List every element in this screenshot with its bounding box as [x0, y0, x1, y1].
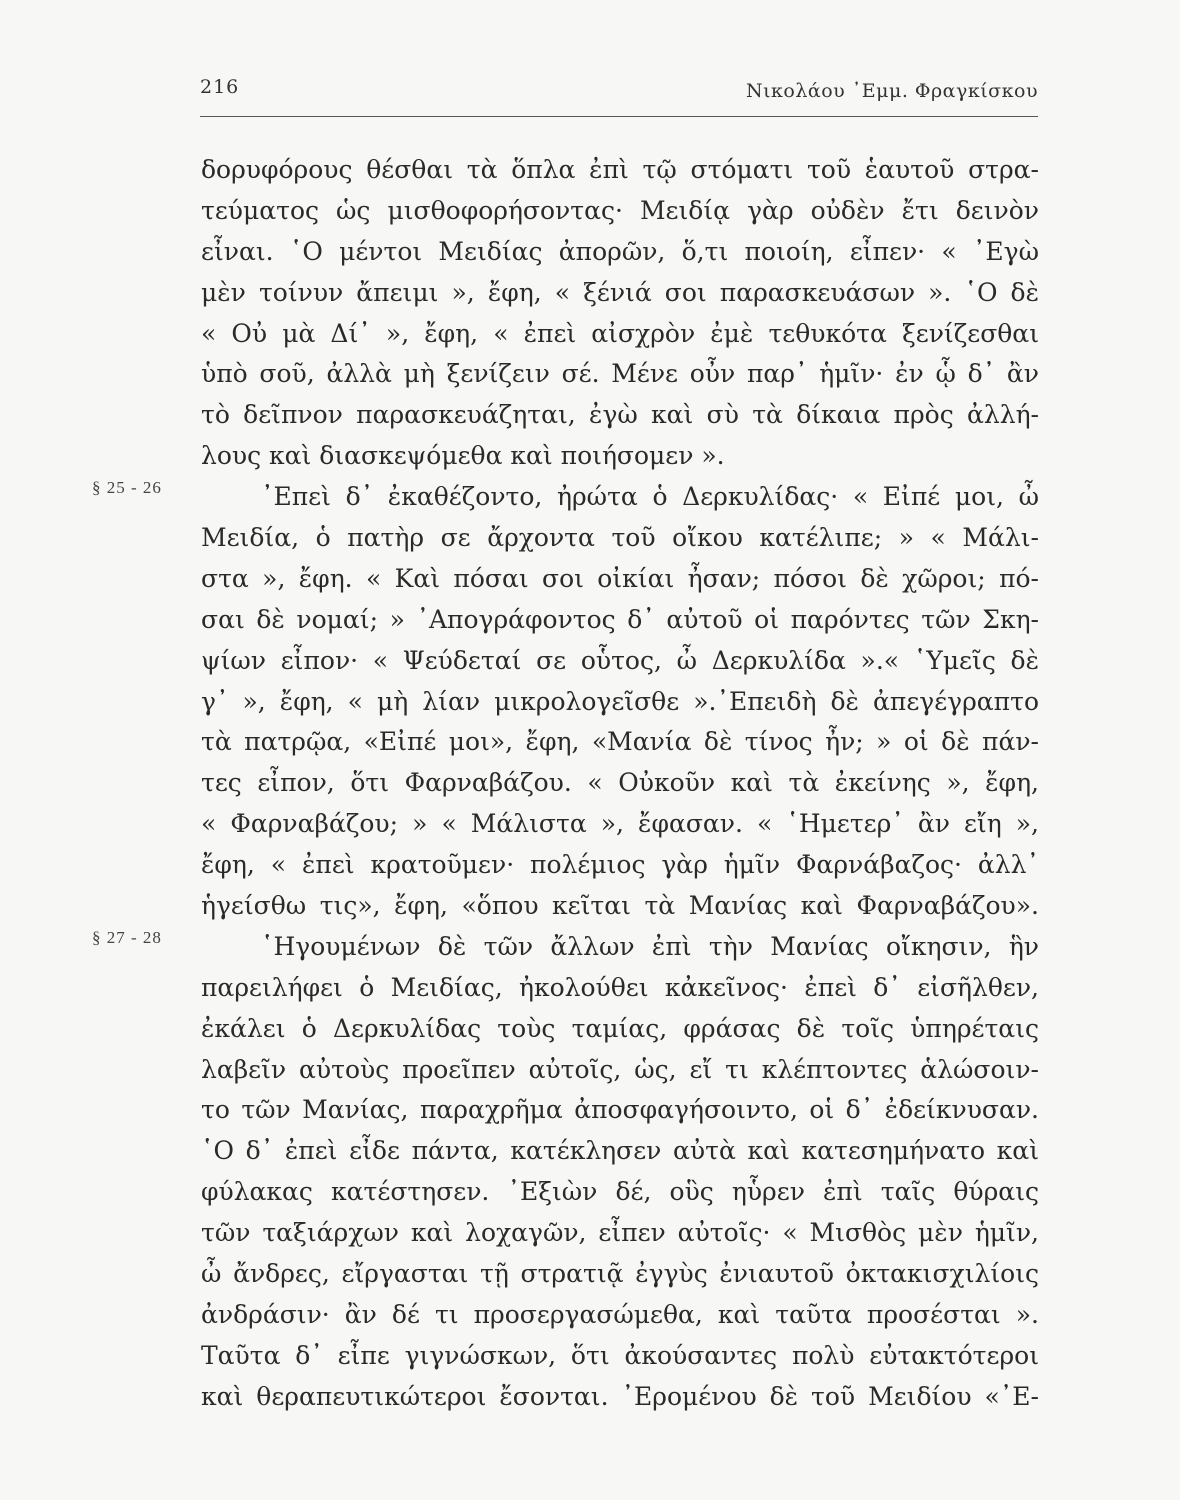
text-line: « Οὐ μὰ Δί᾽ », ἔφη, « ἐπεὶ αἰσχρὸν ἐμὲ τεθυκότα ξενίζεσθαι	[201, 318, 1039, 348]
text-line: ὦ ἄνδρες, εἴργασται τῇ στρατιᾷ ἐγγὺς ἐνιαυτοῦ ὀκτακισχιλίοις	[201, 1259, 1039, 1289]
text-line: φύλακας κατέστησεν. ᾿Εξιὼν δέ, οὓς ηὗρεν ἐπὶ ταῖς θύραις	[201, 1177, 1039, 1207]
text-line: εἶναι. ῾Ο μέντοι Μειδίας ἀπορῶν, ὅ,τι ποιοίη, εἶπεν· « ᾿Εγὼ	[201, 236, 1039, 266]
margin-ref-27-28: § 27 - 28	[92, 928, 162, 947]
text-line: τὸ δεῖπνον παρασκευάζηται, ἐγὼ καὶ σὺ τὰ δίκαια πρὸς ἀλλή-	[201, 400, 1039, 430]
page-number: 216	[200, 76, 240, 98]
text-line: λαβεῖν αὐτοὺς προεῖπεν αὐτοῖς, ὡς, εἴ τι κλέπτοντες ἁλώσοιν-	[201, 1054, 1039, 1084]
text-line: σαι δὲ νομαί; » ᾿Απογράφοντος δ᾽ αὐτοῦ οἱ παρόντες τῶν Σκη-	[201, 604, 1039, 634]
text-line: ῾Ηγουμένων δὲ τῶν ἄλλων ἐπὶ τὴν Μανίας οἴκησιν, ἣν	[261, 931, 1039, 961]
text-line: καὶ θεραπευτικώτεροι ἔσονται. ᾿Ερομένου δὲ τοῦ Μειδίου «᾿Ε-	[201, 1381, 1039, 1411]
margin-ref-25-26: § 25 - 26	[92, 478, 162, 497]
text-line: ἡγείσθω τις», ἔφη, «ὅπου κεῖται τὰ Μανίας καὶ Φαρναβάζου».	[201, 891, 1039, 921]
header-rule	[200, 116, 1038, 117]
text-line: Ταῦτα δ᾽ εἶπε γιγνώσκων, ὅτι ἀκούσαντες πολὺ εὐτακτότεροι	[201, 1340, 1039, 1370]
text-line: ᾿Επεὶ δ᾽ ἐκαθέζοντο, ἠρώτα ὁ Δερκυλίδας· « Εἰπέ μοι, ὦ	[261, 482, 1039, 512]
text-line: ἔφη, « ἐπεὶ κρατοῦμεν· πολέμιος γὰρ ἡμῖν Φαρνάβαζος· ἀλλ᾽	[201, 850, 1039, 880]
text-line: μὲν τοίνυν ἄπειμι », ἔφη, « ξένιά σοι παρασκευάσων ». ῾Ο δὲ	[201, 277, 1039, 307]
text-line: τεύματος ὡς μισθοφορήσοντας· Μειδίᾳ γὰρ οὐδὲν ἔτι δεινὸν	[201, 195, 1039, 225]
text-line: « Φαρναβάζου; » « Μάλιστα », ἔφασαν. « ῾Ημετερ᾽ ἂν εἴη »,	[201, 809, 1039, 839]
text-line: Μειδία, ὁ πατὴρ σε ἄρχοντα τοῦ οἴκου κατέλιπε; » « Μάλι-	[201, 523, 1039, 553]
main-text	[201, 150, 1039, 1418]
text-line: το τῶν Μανίας, παραχρῆμα ἀποσφαγήσοιντο, οἱ δ᾽ ἐδείκνυσαν.	[201, 1095, 1039, 1125]
text-line: δορυφόρους θέσθαι τὰ ὅπλα ἐπὶ τῷ στόματι τοῦ ἑαυτοῦ στρα-	[201, 155, 1039, 184]
text-line: ῾Ο δ᾽ ἐπεὶ εἶδε πάντα, κατέκλησεν αὐτὰ καὶ κατεσημήνατο καὶ	[201, 1136, 1039, 1166]
text-line: γ᾽ », ἔφη, « μὴ λίαν μικρολογεῖσθε ».᾿Επειδὴ δὲ ἀπεγέγραπτο	[201, 686, 1039, 716]
text-line: τὰ πατρῷα, «Εἰπέ μοι», ἔφη, «Μανία δὲ τίνος ἦν; » οἱ δὲ πάν-	[201, 727, 1039, 757]
text-line: ψίων εἶπον· « Ψεύδεταί σε οὗτος, ὦ Δερκυλίδα ».« ῾Υμεῖς δὲ	[201, 645, 1039, 675]
running-head: Νικολάου ᾿Εμμ. Φραγκίσκου	[745, 80, 1038, 102]
text-line: τῶν ταξιάρχων καὶ λοχαγῶν, εἶπεν αὐτοῖς· « Μισθὸς μὲν ἡμῖν,	[201, 1218, 1039, 1248]
text-line: στα », ἔφη. « Καὶ πόσαι σοι οἰκίαι ἦσαν; πόσοι δὲ χῶροι; πό-	[201, 563, 1039, 593]
text-line: τες εἶπον, ὅτι Φαρναβάζου. « Οὐκοῦν καὶ τὰ ἐκείνης », ἔφη,	[201, 768, 1039, 798]
text-line: ἀνδράσιν· ἂν δέ τι προσεργασώμεθα, καὶ ταῦτα προσέσται ».	[201, 1299, 1039, 1329]
text-line: ἐκάλει ὁ Δερκυλίδας τοὺς ταμίας, φράσας δὲ τοῖς ὑπηρέταις	[201, 1013, 1039, 1043]
text-line: λους καὶ διασκεψόμεθα καὶ ποιήσομεν ».	[201, 441, 725, 471]
text-line: παρειλήφει ὁ Μειδίας, ἠκολούθει κἀκεῖνος· ἐπεὶ δ᾽ εἰσῆλθεν,	[201, 972, 1039, 1002]
text-line: ὑπὸ σοῦ, ἀλλὰ μὴ ξενίζειν σέ. Μένε οὖν παρ᾽ ἡμῖν· ἐν ᾧ δ᾽ ἂν	[201, 359, 1039, 389]
